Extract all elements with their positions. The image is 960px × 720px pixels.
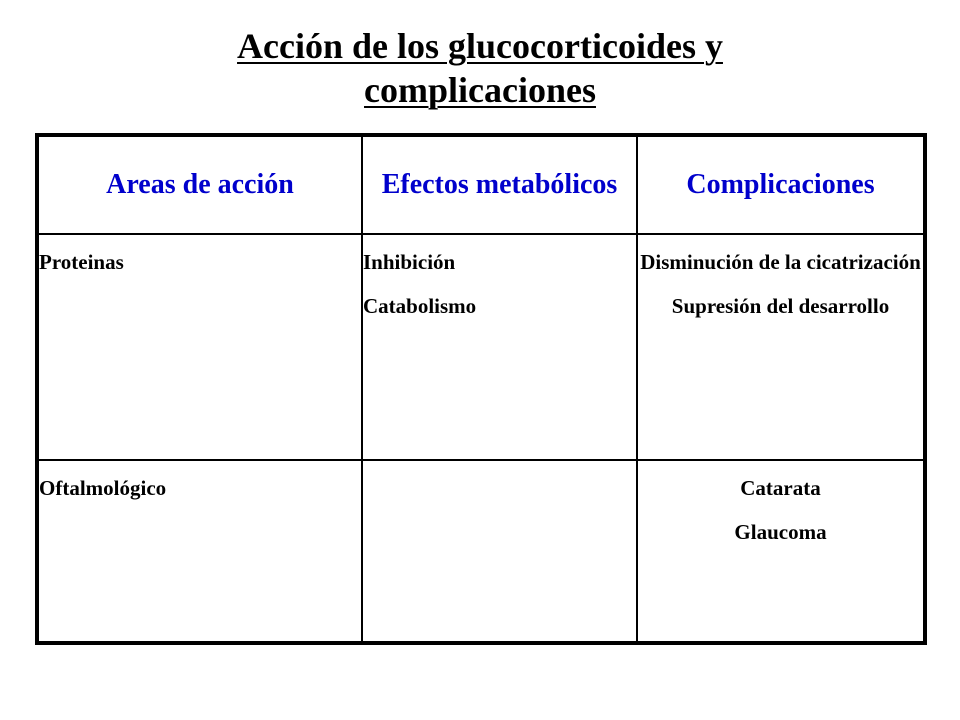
cell-complicaciones [637, 234, 925, 460]
complicacion-item: Supresión del desarrollo [671, 294, 890, 318]
header-areas-de-accion: Areas de acción [37, 135, 362, 234]
cell-efectos [362, 234, 637, 460]
table-header-row [37, 135, 925, 234]
header-complicaciones: Complicaciones [637, 135, 925, 234]
cell-area [37, 234, 362, 460]
table-row [37, 234, 925, 460]
complicacion-item: Disminución de la cicatrización [640, 250, 921, 274]
cell-area [37, 460, 362, 643]
table-row [37, 460, 925, 643]
slide-title-line-2: complicaciones [364, 70, 596, 110]
header-efectos-metabolicos: Efectos metabólicos [362, 135, 637, 234]
slide-title [0, 24, 960, 112]
area-label: Proteinas [39, 250, 124, 274]
glucocorticoid-table [35, 133, 927, 645]
efecto-item: Catabolismo [363, 294, 477, 318]
efecto-item: Inhibición [363, 250, 456, 274]
complicacion-item: Catarata [740, 476, 821, 500]
complicacion-item: Glaucoma [734, 520, 827, 544]
cell-complicaciones [637, 460, 925, 643]
area-label: Oftalmológico [39, 476, 167, 500]
cell-efectos [362, 460, 637, 643]
slide-title-line-1: Acción de los glucocorticoides y [237, 26, 723, 66]
